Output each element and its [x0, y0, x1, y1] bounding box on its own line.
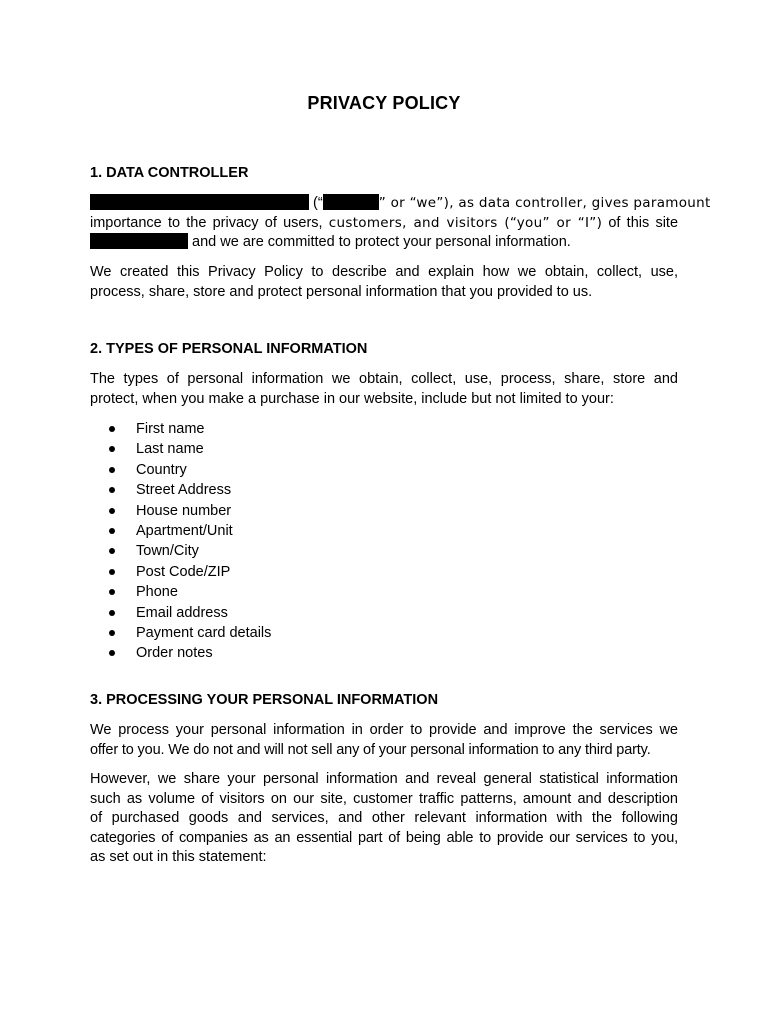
text-line: However, we share your personal information and reveal general statistical information: [90, 771, 678, 787]
bullet-icon: [109, 610, 115, 616]
paragraph-data-controller-purpose: [90, 263, 678, 302]
bullet-icon: [109, 467, 115, 473]
paragraph-types-intro: [90, 370, 678, 409]
text-line: of purchased goods and services, and other relevant information with the following: [90, 810, 678, 826]
list-item: Country: [90, 460, 271, 480]
bullet-icon: [109, 650, 115, 656]
list-item: Order notes: [90, 643, 271, 663]
section-heading-types-of-personal-information: 2. TYPES OF PERSONAL INFORMATION: [90, 341, 368, 357]
bullet-icon: [109, 589, 115, 595]
text-line: We process your personal information in order to provide and improve the services we: [90, 722, 678, 738]
text-line: offer to you. We do not and will not sell any of your personal information to any third party.: [90, 741, 651, 758]
section-heading-data-controller: 1. DATA CONTROLLER: [90, 165, 249, 181]
personal-information-list: [90, 419, 271, 664]
bullet-icon: [109, 508, 115, 514]
bullet-icon: [109, 528, 115, 534]
list-item: House number: [90, 501, 271, 521]
redaction-block: [90, 194, 309, 210]
text-line: and we are committed to protect your personal information.: [90, 233, 678, 253]
text-line: We created this Privacy Policy to describe and explain how we obtain, collect, use,: [90, 264, 678, 280]
list-item: Apartment/Unit: [90, 521, 271, 541]
list-item: Last name: [90, 439, 271, 459]
bullet-icon: [109, 426, 115, 432]
bullet-icon: [109, 630, 115, 636]
paragraph-data-controller-intro: [90, 194, 711, 253]
list-item: Payment card details: [90, 623, 271, 643]
list-item: Post Code/ZIP: [90, 562, 271, 582]
text-line: The types of personal information we obtain, collect, use, process, share, store and: [90, 371, 678, 387]
redaction-block: [90, 233, 188, 249]
bullet-icon: [109, 446, 115, 452]
list-item: Phone: [90, 582, 271, 602]
text-line: (“ ” or “we”), as data controller, gives paramount: [90, 194, 678, 214]
bullet-icon: [109, 487, 115, 493]
page-title: PRIVACY POLICY: [307, 93, 461, 113]
text-line: protect, when you make a purchase in our website, include but not limited to your:: [90, 390, 614, 407]
list-item: Street Address: [90, 480, 271, 500]
list-item: Town/City: [90, 541, 271, 561]
text-line: process, share, store and protect personal information that you provided to us.: [90, 283, 593, 300]
section-heading-processing: 3. PROCESSING YOUR PERSONAL INFORMATION: [90, 692, 439, 708]
list-item: Email address: [90, 603, 271, 623]
text-line: as set out in this statement:: [90, 849, 267, 865]
paragraph-processing-sharing: [90, 770, 678, 868]
bullet-icon: [109, 569, 115, 575]
list-item: First name: [90, 419, 271, 439]
text-line: importance to the privacy of users, customers, and visitors (“you” or “I”) of this site: [90, 214, 679, 231]
redaction-block: [323, 194, 379, 210]
text-line: such as volume of visitors on our site, customer traffic patterns, amount and description: [90, 790, 678, 807]
text-line: categories of companies as an essential part of being able to provide our services to you,: [90, 829, 678, 846]
bullet-icon: [109, 548, 115, 554]
paragraph-processing-intro: [90, 721, 678, 760]
